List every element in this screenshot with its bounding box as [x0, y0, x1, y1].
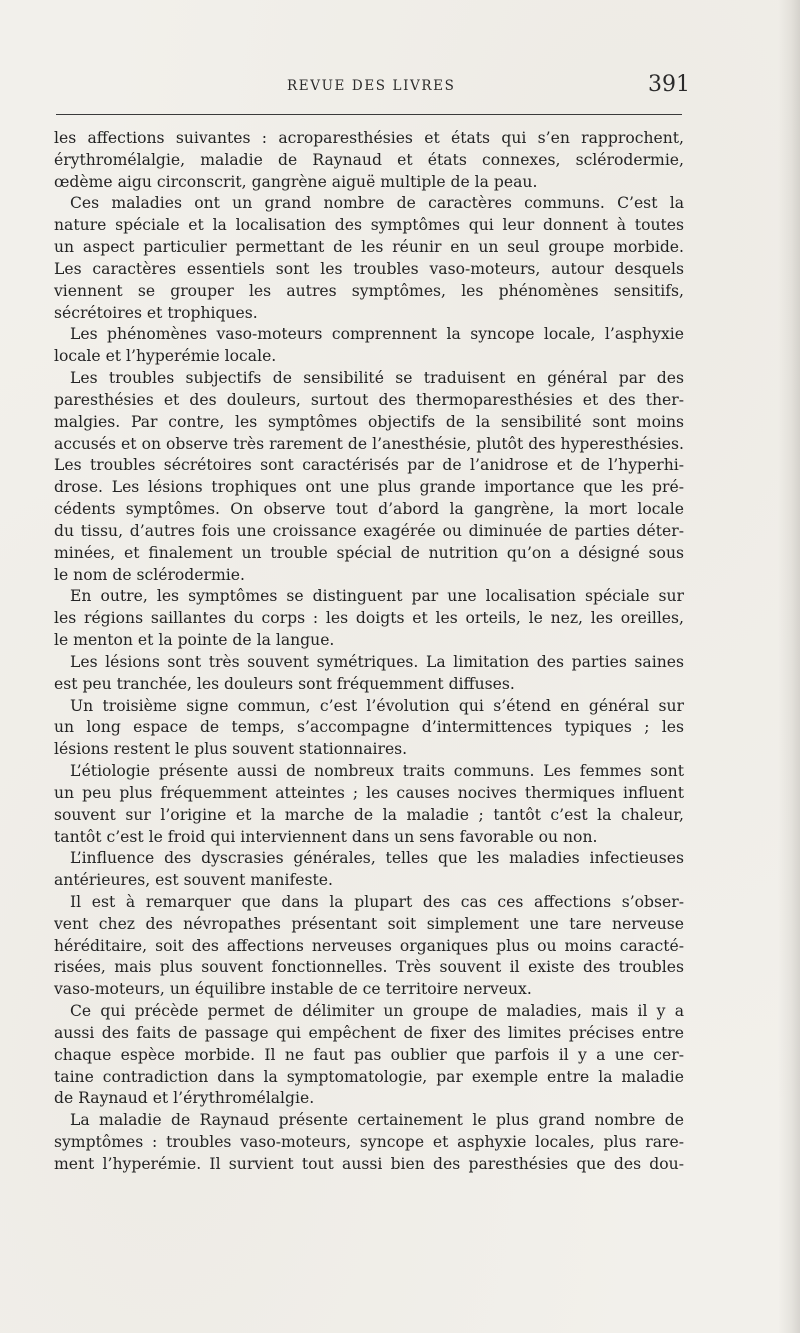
- text-line: ment l’hyperémie. Il survient tout aussi bien des paresthésies que des dou-: [54, 1154, 684, 1173]
- text-line: drose. Les lésions trophiques ont une plus grande importance que les pré-: [54, 478, 684, 497]
- page-number: 391: [648, 72, 690, 97]
- text-line: nature spéciale et la localisation des symptômes qui leur donnent à toutes: [54, 216, 684, 235]
- text-line: le menton et la pointe de la langue.: [54, 631, 335, 650]
- text-line: un peu plus fréquemment atteintes ; les causes nocives thermiques influent: [54, 783, 684, 802]
- text-line: sécrétoires et trophiques.: [54, 303, 258, 322]
- text-line: est peu tranchée, les douleurs sont fréquemment diffuses.: [54, 674, 515, 693]
- text-line: du tissu, d’autres fois une croissance exagérée ou diminuée de parties déter-: [54, 521, 684, 540]
- text-line: Les phénomènes vaso-moteurs comprennent la syncope locale, l’asphyxie: [70, 325, 684, 344]
- text-line: les affections suivantes : acroparesthésies et états qui s’en rapprochent,: [54, 129, 684, 147]
- text-line: La maladie de Raynaud présente certainement le plus grand nombre de: [70, 1111, 684, 1130]
- text-line: vent chez des névropathes présentant soit simplement une tare nerveuse: [54, 914, 684, 933]
- text-line: cédents symptômes. On observe tout d’abord la gangrène, la mort locale: [54, 500, 684, 519]
- text-line: Un troisième signe commun, c’est l’évolution qui s’étend en général sur: [70, 696, 684, 715]
- text-line: antérieures, est souvent manifeste.: [54, 871, 333, 890]
- text-line: souvent sur l’origine et la marche de la maladie ; tantôt c’est la chaleur,: [54, 805, 684, 824]
- text-line: Il est à remarquer que dans la plupart des cas ces affections s’obser-: [70, 892, 684, 911]
- text-line: héréditaire, soit des affections nerveuses organiques plus ou moins caracté-: [54, 936, 684, 955]
- text-line: œdème aigu circonscrit, gangrène aiguë multiple de la peau.: [54, 172, 538, 191]
- text-line: locale et l’hyperémie locale.: [54, 347, 277, 366]
- text-line: Ces maladies ont un grand nombre de caractères communs. C’est la: [70, 194, 684, 213]
- text-line: taine contradiction dans la symptomatologie, par exemple entre la maladie: [54, 1067, 684, 1086]
- text-line: risées, mais plus souvent fonctionnelles. Très souvent il existe des troubles: [54, 958, 684, 977]
- text-line: un aspect particulier permettant de les réunir en un seul groupe morbide.: [54, 238, 684, 257]
- page-edge-shadow: [778, 0, 800, 1333]
- text-line: vaso-moteurs, un équilibre instable de ce territoire nerveux.: [54, 980, 532, 999]
- running-title: REVUE DES LIVRES: [287, 78, 456, 94]
- text-line: accusés et on observe très rarement de l’anesthésie, plutôt des hyperesthésies.: [54, 434, 684, 453]
- text-line: de Raynaud et l’érythromélalgie.: [54, 1089, 315, 1108]
- text-line: malgies. Par contre, les symptômes objectifs de la sensibilité sont moins: [54, 412, 684, 431]
- text-line: symptômes : troubles vaso-moteurs, syncope et asphyxie locales, plus rare-: [54, 1133, 684, 1152]
- text-line: L’étiologie présente aussi de nombreux traits communs. Les femmes sont: [70, 762, 684, 781]
- body-text: [54, 128, 684, 1176]
- text-line: tantôt c’est le froid qui interviennent dans un sens favorable ou non.: [54, 827, 598, 846]
- text-line: viennent se grouper les autres symptômes, les phénomènes sensitifs,: [54, 281, 684, 300]
- text-line: érythromélalgie, maladie de Raynaud et états connexes, sclérodermie,: [54, 150, 684, 169]
- text-line: L’influence des dyscrasies générales, telles que les maladies infectieuses: [70, 849, 684, 868]
- text-line: Les troubles subjectifs de sensibilité se traduisent en général par des: [70, 369, 684, 388]
- text-line: Les caractères essentiels sont les troubles vaso-moteurs, autour desquels: [54, 259, 684, 278]
- text-line: paresthésies et des douleurs, surtout des thermoparesthésies et des ther-: [54, 390, 684, 409]
- text-line: Les troubles sécrétoires sont caractérisés par de l’anidrose et de l’hyperhi-: [54, 456, 684, 475]
- text-line: les régions saillantes du corps : les doigts et les orteils, le nez, les oreilles,: [54, 609, 684, 628]
- text-line: lésions restent le plus souvent stationnaires.: [54, 740, 408, 759]
- text-line: En outre, les symptômes se distinguent par une localisation spéciale sur: [70, 587, 684, 606]
- text-line: Les lésions sont très souvent symétriques. La limitation des parties saines: [70, 652, 684, 671]
- text-line: le nom de sclérodermie.: [54, 565, 245, 584]
- text-line: chaque espèce morbide. Il ne faut pas oublier que parfois il y a une cer-: [54, 1045, 684, 1064]
- text-line: un long espace de temps, s’accompagne d’intermittences typiques ; les: [54, 718, 684, 737]
- text-line: aussi des faits de passage qui empêchent de fixer des limites précises entre: [54, 1023, 684, 1042]
- text-line: Ce qui précède permet de délimiter un groupe de maladies, mais il y a: [70, 1002, 684, 1021]
- header-rule: [56, 114, 682, 115]
- text-line: minées, et finalement un trouble spécial de nutrition qu’on a désigné sous: [54, 543, 684, 562]
